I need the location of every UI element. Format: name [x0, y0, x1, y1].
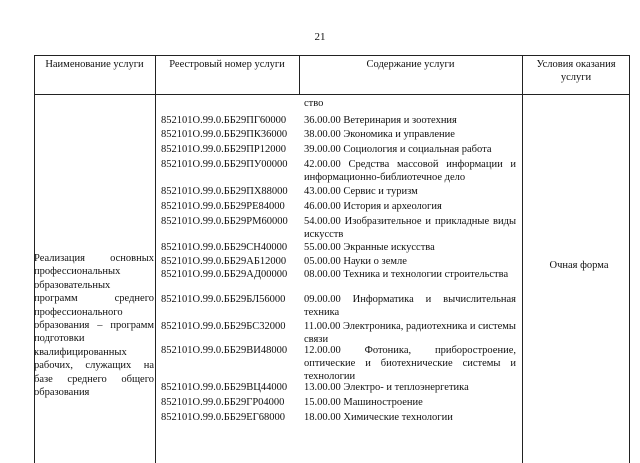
header-content: Содержание услуги [366, 59, 455, 70]
content-cell: 08.00.00 Техника и технологии строительства [304, 269, 509, 280]
content-cell: 39.00.00 Социология и социальная работа [304, 144, 492, 155]
table-right-border [629, 55, 630, 463]
services-table [34, 55, 630, 463]
content-cell: 54.00.00 Изобразительное и прикладные виды искусств [304, 216, 516, 240]
registry-cell: 852101О.99.0.ББ29ЕГ68000 [161, 412, 286, 423]
registry-cell: 852101О.99.0.ББ29РЕ84000 [161, 201, 285, 212]
column-divider [155, 55, 156, 463]
registry-cell: 852101О.99.0.ББ29АД00000 [161, 269, 288, 280]
content-cell: 09.00.00 Информатика и вычислительная техника [304, 294, 516, 318]
content-cell: 15.00.00 Машиностроение [304, 397, 423, 408]
registry-cell: 852101О.99.0.ББ29БС32000 [161, 321, 286, 332]
registry-cell: 852101О.99.0.ББ29ПК36000 [161, 129, 288, 140]
content-cell: 42.00.00 Средства массовой информации и информационно-библиотечное дело [304, 159, 516, 183]
service-name-cell: Реализация основных профессиональных образовательных программ среднего профессионального образования – программ подготовки квалифицированных рабочих, служащих на базе среднего общего образования [34, 253, 154, 399]
header-registry-number: Реестровый номер услуги [169, 59, 285, 70]
registry-cell: 852101О.99.0.ББ29ПУ00000 [161, 159, 288, 170]
condition-cell: Очная форма [549, 260, 609, 271]
header-bottom-border [34, 94, 630, 95]
registry-cell: 852101О.99.0.ББ29ВИ48000 [161, 345, 288, 356]
registry-cell: 852101О.99.0.ББ29СН40000 [161, 242, 288, 253]
header-conditions: Условия оказания услуги [536, 59, 616, 83]
content-cell: 46.00.00 История и археология [304, 201, 442, 212]
content-cell: 36.00.00 Ветеринария и зоотехния [304, 115, 457, 126]
registry-cell: 852101О.99.0.ББ29АБ12000 [161, 256, 287, 267]
content-cell: 43.00.00 Сервис и туризм [304, 186, 418, 197]
content-cell: 18.00.00 Химические технологии [304, 412, 453, 423]
content-cell: 12.00.00 Фотоника, приборостроение, оптические и биотехнические системы и технологии [304, 345, 516, 382]
page-number: 21 [314, 31, 326, 43]
content-cell: ство [304, 98, 324, 109]
registry-cell: 852101О.99.0.ББ29ПХ88000 [161, 186, 288, 197]
content-cell: 13.00.00 Электро- и теплоэнергетика [304, 382, 469, 393]
registry-cell: 852101О.99.0.ББ29ПГ60000 [161, 115, 287, 126]
registry-cell: 852101О.99.0.ББ29ГР04000 [161, 397, 285, 408]
table-top-border [34, 55, 630, 56]
header-service-name: Наименование услуги [45, 59, 144, 70]
registry-cell: 852101О.99.0.ББ29ПР12000 [161, 144, 286, 155]
column-divider [522, 55, 523, 463]
registry-cell: 852101О.99.0.ББ29РМ60000 [161, 216, 288, 227]
content-cell: 55.00.00 Экранные искусства [304, 242, 435, 253]
content-cell: 38.00.00 Экономика и управление [304, 129, 455, 140]
content-cell: 11.00.00 Электроника, радиотехника и системы связи [304, 321, 516, 345]
registry-cell: 852101О.99.0.ББ29ВЦ44000 [161, 382, 288, 393]
content-cell: 05.00.00 Науки о земле [304, 256, 407, 267]
registry-cell: 852101О.99.0.ББ29БЛ56000 [161, 294, 286, 305]
